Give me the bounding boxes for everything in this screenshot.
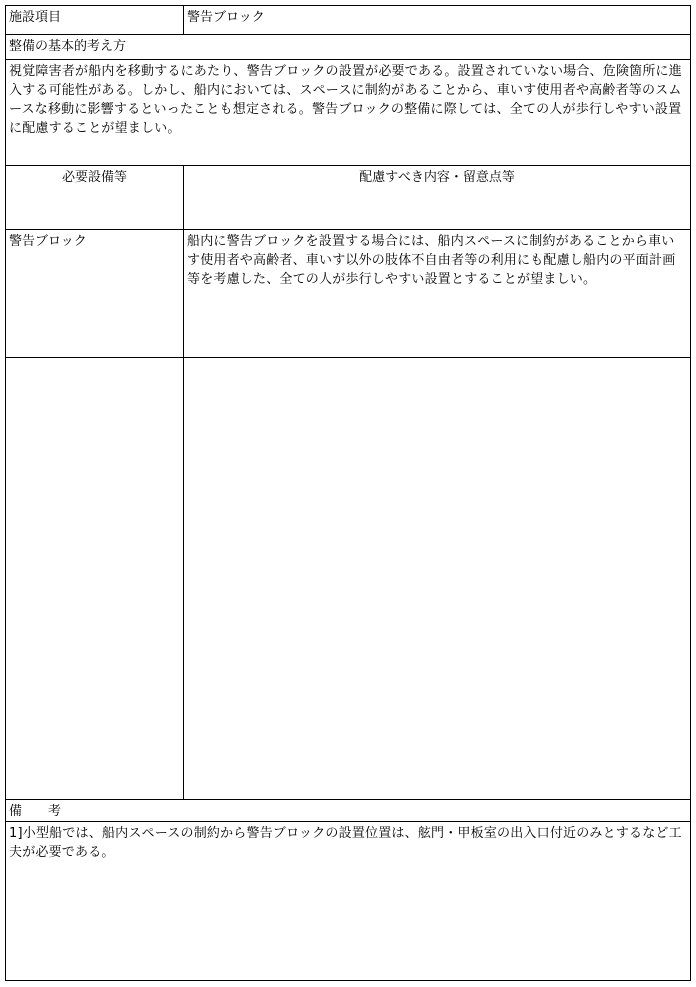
- facility-label: 施設項目: [9, 10, 62, 25]
- facility-sheet: [5, 5, 691, 981]
- equipment-item: 警告ブロック: [9, 234, 87, 249]
- consideration-note: 船内に警告ブロックを設置する場合には、船内スペースに制約があることから車いす使用者や高齢者、車いす以外の肢体不自由者等の利用にも配慮し船内の平面計画等を考慮した、全ての人が歩行しやすい設置とすることが望ましい。: [183, 230, 690, 357]
- remarks-text: 1]小型船では、船内スペースの制約から警告ブロックの設置位置は、舷門・甲板室の出入口付近のみとするなど工夫が必要である。: [9, 826, 682, 860]
- table-row-empty: [6, 357, 690, 799]
- table-header-row: [6, 165, 690, 229]
- column-header-considerations: 配慮すべき内容・留意点等: [183, 166, 690, 229]
- facility-value: 警告ブロック: [183, 6, 690, 34]
- basic-policy-heading-row: [6, 34, 690, 59]
- basic-policy-text-row: [6, 59, 690, 165]
- remarks-heading: 備 考: [9, 804, 62, 819]
- remarks-heading-row: [6, 799, 690, 821]
- table-row: [6, 229, 690, 357]
- basic-policy-heading: 整備の基本的考え方: [9, 39, 127, 54]
- column-header-required-equipment: 必要設備等: [61, 170, 127, 185]
- remarks-text-row: [6, 821, 690, 980]
- facility-row: [6, 6, 690, 34]
- basic-policy-text: 視覚障害者が船内を移動するにあたり、警告ブロックの設置が必要である。設置されていない場合、危険箇所に進入する可能性がある。しかし、船内においては、スペースに制約があることから、車いす使用者や高齢者等のスムースな移動に影響するといったことも想定される。警告ブロックの整備に際しては、全ての人が歩行しやすい設置に配慮することが望ましい。: [9, 64, 682, 136]
- consideration-note-empty: [183, 358, 690, 799]
- equipment-item-empty: [6, 358, 183, 799]
